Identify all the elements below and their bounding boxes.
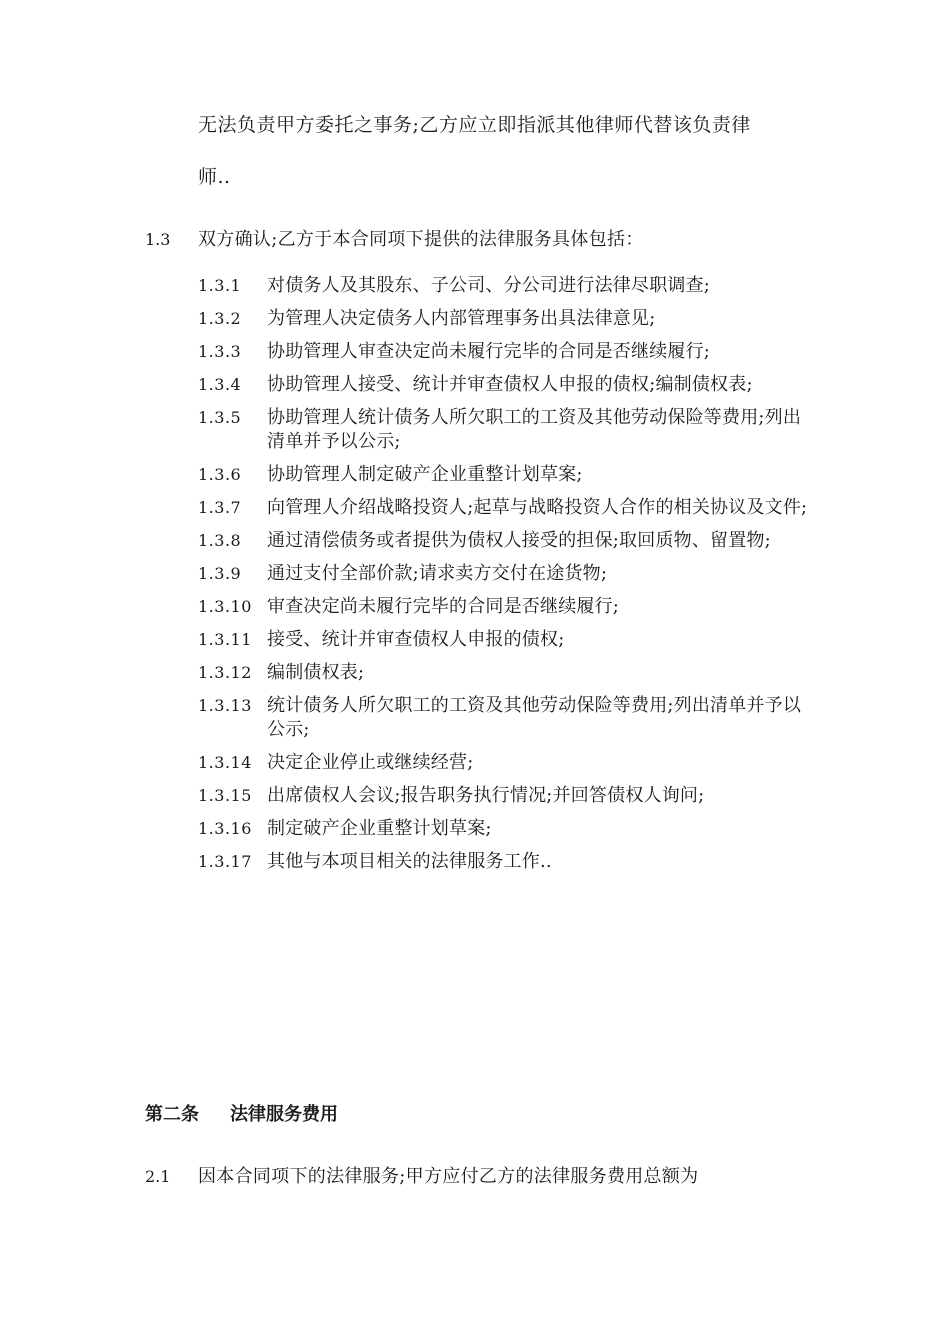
item-text: 制定破产企业重整计划草案; xyxy=(267,818,492,839)
list-item xyxy=(198,751,818,775)
item-number: 1.3.15 xyxy=(198,786,252,805)
item-number: 1.3.3 xyxy=(198,342,242,361)
item-text: 审查决定尚未履行完毕的合同是否继续履行; xyxy=(267,596,620,617)
list-item xyxy=(198,274,818,298)
item-text: 通过支付全部价款;请求卖方交付在途货物; xyxy=(267,563,608,584)
list-item xyxy=(198,463,818,487)
continuation-line-1: 无法负责甲方委托之事务;乙方应立即指派其他律师代替该负责律 xyxy=(198,114,751,136)
list-item xyxy=(198,373,818,397)
item-text: 出席债权人会议;报告职务执行情况;并回答债权人询问; xyxy=(267,785,705,806)
continuation-line-2: 师.. xyxy=(198,166,231,188)
section-number: 1.3 xyxy=(145,230,171,249)
section-1-3 xyxy=(145,225,644,251)
list-item xyxy=(198,661,818,685)
item-number: 1.3.7 xyxy=(198,498,242,517)
item-number: 1.3.1 xyxy=(198,276,242,295)
item-number: 1.3.6 xyxy=(198,465,242,484)
item-number: 1.3.13 xyxy=(198,696,252,715)
item-text: 其他与本项目相关的法律服务工作.. xyxy=(267,851,552,872)
list-item xyxy=(198,562,818,586)
list-item xyxy=(198,307,818,331)
list-item xyxy=(198,817,818,841)
item-number: 1.3.16 xyxy=(198,819,252,838)
item-text: 统计债务人所欠职工的工资及其他劳动保险等费用;列出清单并予以公示; xyxy=(267,695,802,740)
item-number: 1.3.10 xyxy=(198,597,252,616)
article-title: 法律服务费用 xyxy=(230,1104,338,1125)
section-number: 2.1 xyxy=(145,1167,171,1186)
article-number: 第二条 xyxy=(145,1104,199,1125)
item-number: 1.3.17 xyxy=(198,852,252,871)
item-text: 决定企业停止或继续经营; xyxy=(267,752,474,773)
section-2-1 xyxy=(145,1162,698,1188)
article-2-heading xyxy=(145,1100,338,1126)
list-item xyxy=(198,595,818,619)
section-text: 双方确认;乙方于本合同项下提供的法律服务具体包括： xyxy=(198,229,644,250)
list-item xyxy=(198,340,818,364)
item-number: 1.3.2 xyxy=(198,309,242,328)
item-number: 1.3.12 xyxy=(198,663,252,682)
service-items-list xyxy=(198,274,818,883)
list-item xyxy=(198,784,818,808)
section-text: 因本合同项下的法律服务;甲方应付乙方的法律服务费用总额为 xyxy=(198,1166,699,1187)
item-number: 1.3.4 xyxy=(198,375,242,394)
item-text: 接受、统计并审查债权人申报的债权; xyxy=(267,629,565,650)
item-number: 1.3.14 xyxy=(198,753,252,772)
list-item xyxy=(198,406,818,454)
item-text: 对债务人及其股东、子公司、分公司进行法律尽职调查; xyxy=(267,275,711,296)
item-number: 1.3.8 xyxy=(198,531,242,550)
item-text: 协助管理人统计债务人所欠职工的工资及其他劳动保险等费用;列出清单并予以公示; xyxy=(267,407,802,452)
item-text: 协助管理人接受、统计并审查债权人申报的债权;编制债权表; xyxy=(267,374,753,395)
list-item xyxy=(198,529,818,553)
item-text: 通过清偿债务或者提供为债权人接受的担保;取回质物、留置物; xyxy=(267,530,771,551)
item-number: 1.3.9 xyxy=(198,564,242,583)
item-text: 为管理人决定债务人内部管理事务出具法律意见; xyxy=(267,308,656,329)
list-item xyxy=(198,850,818,874)
item-text: 协助管理人审查决定尚未履行完毕的合同是否继续履行; xyxy=(267,341,711,362)
list-item xyxy=(198,496,818,520)
list-item xyxy=(198,628,818,652)
item-number: 1.3.11 xyxy=(198,630,252,649)
item-text: 协助管理人制定破产企业重整计划草案; xyxy=(267,464,583,485)
item-text: 编制债权表; xyxy=(267,662,365,683)
item-number: 1.3.5 xyxy=(198,408,242,427)
item-text: 向管理人介绍战略投资人;起草与战略投资人合作的相关协议及文件; xyxy=(267,497,808,518)
list-item xyxy=(198,694,818,742)
